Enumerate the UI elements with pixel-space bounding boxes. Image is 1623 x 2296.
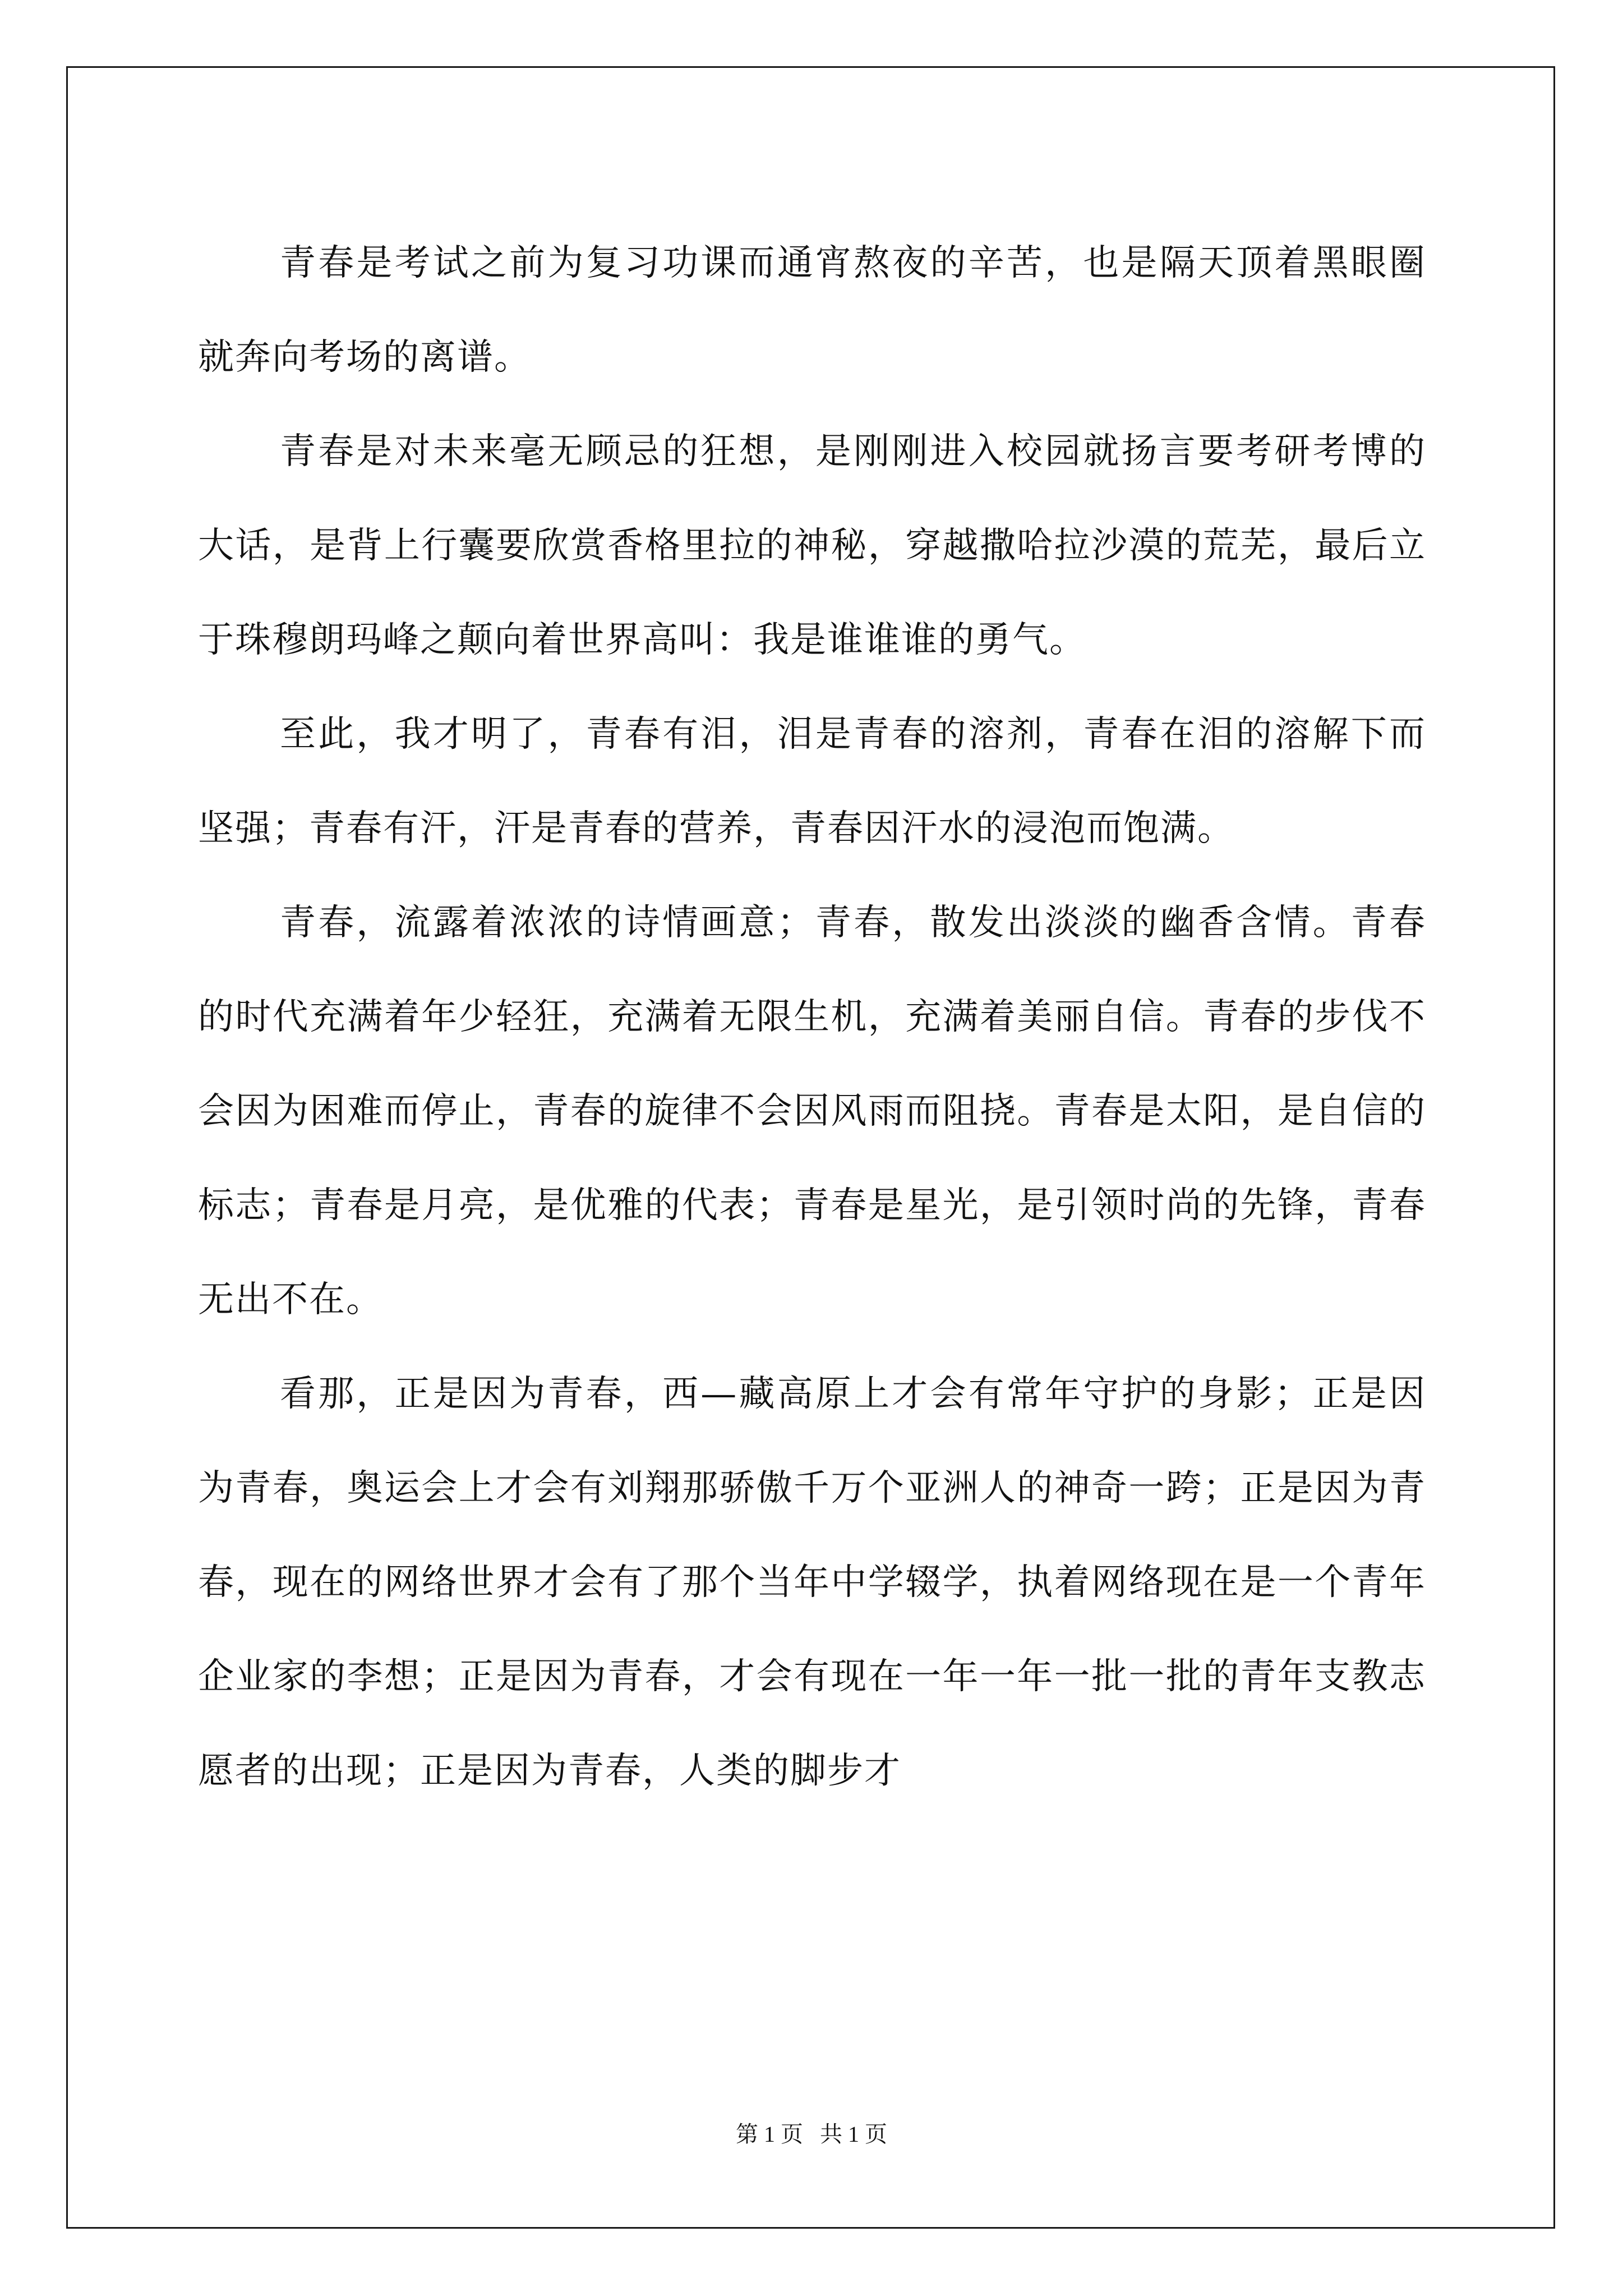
document-body — [198, 216, 1426, 1818]
page-number-footer: 第 1 页 共 1 页 — [736, 2122, 887, 2147]
paragraph: 看那，正是因为青春，西—藏高原上才会有常年守护的身影；正是因为青春，奥运会上才会有刘翔那骄傲千万个亚洲人的神奇一跨；正是因为青春，现在的网络世界才会有了那个当年中学辍学，执着网络现在是一个青年企业家的李想；正是因为青春，才会有现在一年一年一批一批的青年支教志愿者的出现；正是因为青春，人类的脚步才 — [198, 1373, 1426, 1792]
paragraph: 至此，我才明了，青春有泪，泪是青春的溶剂，青春在泪的溶解下而坚强；青春有汗，汗是青春的营养，青春因汗水的浸泡而饱满。 — [198, 714, 1426, 849]
paragraph: 青春，流露着浓浓的诗情画意；青春，散发出淡淡的幽香含情。青春的时代充满着年少轻狂，充满着无限生机，充满着美丽自信。青春的步伐不会因为困难而停止，青春的旋律不会因风雨而阻挠。青春是太阳，是自信的标志；青春是月亮，是优雅的代表；青春是星光，是引领时尚的先锋，青春无出不在。 — [198, 902, 1426, 1320]
paragraph: 青春是考试之前为复习功课而通宵熬夜的辛苦，也是隔天顶着黑眼圈就奔向考场的离谱。 — [198, 242, 1426, 378]
paragraph: 青春是对未来毫无顾忌的狂想，是刚刚进入校园就扬言要考研考博的大话，是背上行囊要欣赏香格里拉的神秘，穿越撒哈拉沙漠的荒芜，最后立于珠穆朗玛峰之颠向着世界高叫：我是谁谁谁的勇气。 — [198, 431, 1426, 661]
